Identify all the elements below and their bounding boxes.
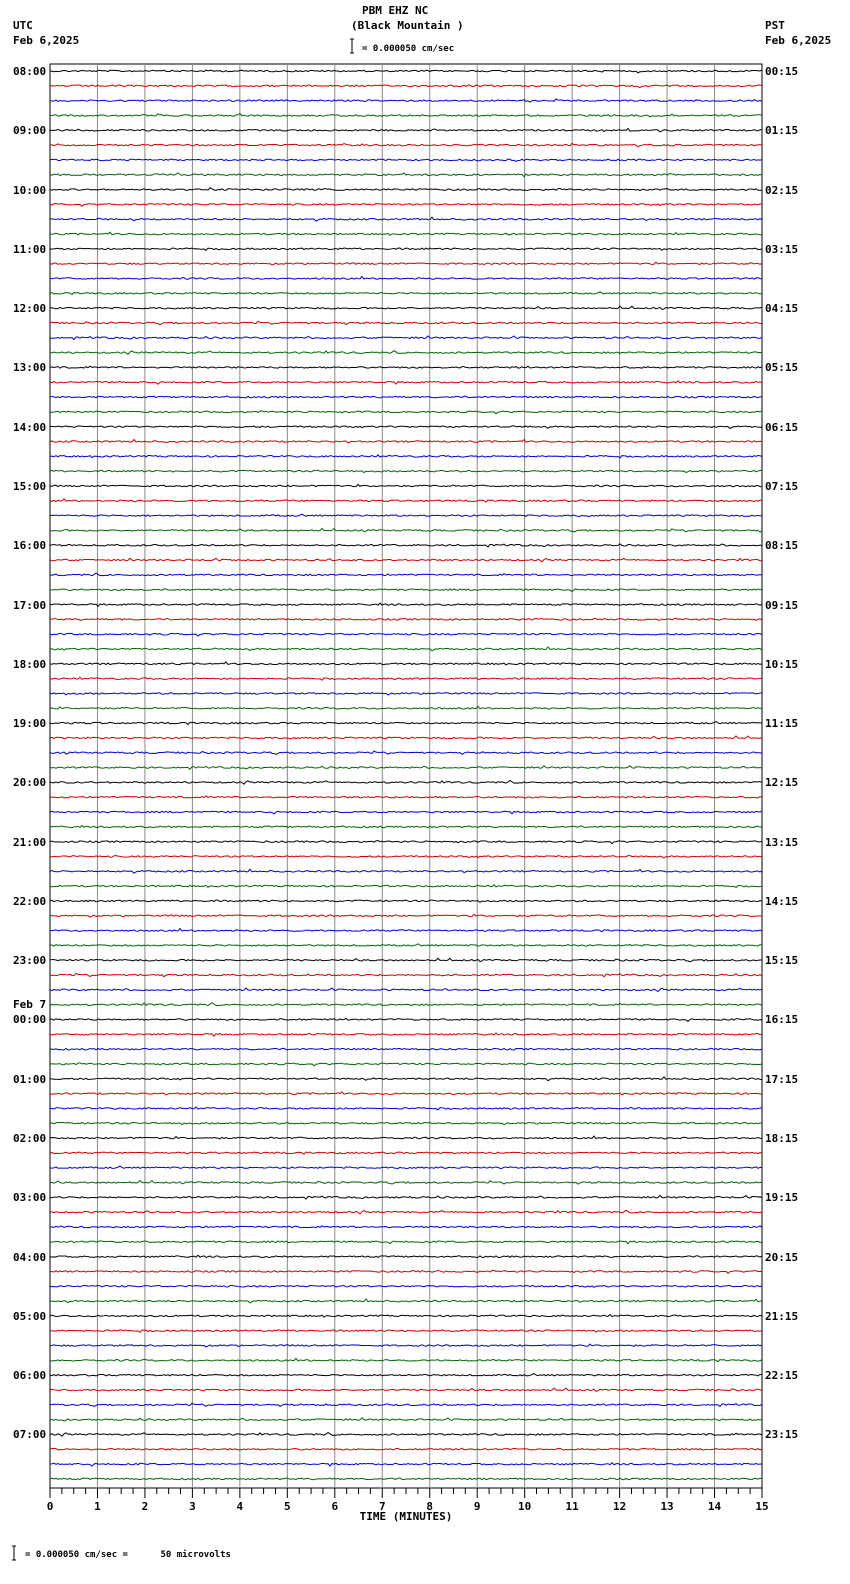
pst-hour-label: 02:15 [765, 183, 799, 197]
trace-line [50, 70, 762, 73]
trace-line [50, 751, 762, 754]
x-axis-label: TIME (MINUTES) [359, 1510, 453, 1523]
trace-line [50, 262, 762, 265]
trace-line [50, 662, 762, 665]
trace-line [50, 825, 762, 827]
pst-hour-label: 07:15 [765, 479, 799, 493]
utc-hour-label: 11:00 [13, 242, 47, 256]
trace-line [50, 736, 762, 739]
pst-hour-label: 00:15 [765, 65, 799, 78]
utc-hour-label: 18:00 [13, 657, 47, 671]
trace-line [50, 1241, 762, 1244]
trace-line [50, 129, 762, 132]
trace-line [50, 1077, 762, 1081]
trace-line [50, 722, 762, 725]
seismic-traces [50, 70, 762, 1480]
x-axis [47, 1488, 769, 1523]
pst-date-label: Feb 6,2025 [765, 34, 832, 47]
pst-hour-label: 17:15 [765, 1072, 799, 1086]
pst-hour-label: 03:15 [765, 242, 799, 256]
trace-line [50, 1107, 762, 1110]
x-tick-label: 15 [755, 1500, 769, 1513]
trace-line [50, 1433, 762, 1437]
trace-line [50, 1226, 762, 1228]
pst-hour-label: 09:15 [765, 598, 799, 612]
grid-lines [50, 64, 762, 1488]
x-tick-label: 14 [707, 1500, 722, 1513]
trace-line [50, 277, 762, 280]
trace-line [50, 204, 762, 207]
trace-line [50, 558, 762, 562]
station-location: (Black Mountain ) [351, 19, 464, 32]
trace-line [50, 1152, 762, 1154]
trace-line [50, 677, 762, 680]
utc-hour-label: 04:00 [13, 1250, 47, 1264]
pst-hour-label: 10:15 [765, 657, 799, 671]
trace-line [50, 411, 762, 414]
utc-hour-label: 01:00 [13, 1072, 47, 1086]
trace-line [50, 1358, 762, 1361]
utc-hour-label: 21:00 [13, 835, 47, 849]
trace-line [50, 366, 762, 368]
trace-line [50, 647, 762, 651]
pst-hour-label: 04:15 [765, 302, 799, 316]
trace-line [50, 1033, 762, 1036]
x-tick-label: 13 [660, 1500, 674, 1513]
pst-hour-label: 18:15 [765, 1132, 799, 1146]
trace-line [50, 1181, 762, 1185]
pst-hour-label: 08:15 [765, 539, 799, 553]
trace-line [50, 1063, 762, 1066]
scale-bar-icons [12, 39, 354, 1560]
trace-line [50, 1210, 762, 1214]
trace-line [50, 159, 762, 161]
trace-line [50, 780, 762, 784]
pst-hour-label: 16:15 [765, 1013, 799, 1027]
trace-line [50, 485, 762, 487]
trace-line [50, 1195, 762, 1199]
trace-line [50, 1463, 762, 1466]
x-tick-label: 7 [378, 1500, 386, 1513]
pst-hour-label: 11:15 [765, 717, 799, 731]
trace-line [50, 321, 762, 324]
trace-line [50, 1285, 762, 1287]
pst-hour-label: 12:15 [765, 776, 799, 790]
trace-line [50, 944, 762, 946]
trace-line [50, 1314, 762, 1317]
trace-line [50, 633, 762, 636]
utc-zone-label: UTC [13, 19, 33, 32]
utc-hour-label: 20:00 [13, 776, 47, 790]
trace-line [50, 99, 762, 102]
trace-line [50, 143, 762, 146]
x-tick-label: 10 [518, 1500, 532, 1513]
trace-line [50, 499, 762, 502]
utc-hour-label: 19:00 [13, 717, 47, 731]
x-tick-label: 4 [236, 1500, 244, 1513]
trace-line [50, 900, 762, 902]
trace-line [50, 841, 762, 844]
trace-line [50, 292, 762, 295]
trace-line [50, 1136, 762, 1139]
trace-line [50, 811, 762, 814]
trace-line [50, 885, 762, 888]
trace-line [50, 706, 762, 709]
pst-hour-label: 21:15 [765, 1309, 799, 1323]
trace-line [50, 232, 762, 235]
pst-hour-label: 13:15 [765, 835, 799, 849]
trace-line [50, 1255, 762, 1257]
trace-line [50, 1018, 762, 1021]
utc-hour-label: 02:00 [13, 1132, 47, 1146]
trace-line [50, 217, 762, 221]
trace-line [50, 1403, 762, 1406]
x-tick-label: 11 [565, 1500, 579, 1513]
footer-scale-text: = 0.000050 cm/sec = 50 microvolts [25, 1550, 231, 1560]
trace-line [50, 336, 762, 340]
trace-line [50, 1330, 762, 1332]
trace-line [50, 603, 762, 606]
utc-hour-label: 05:00 [13, 1309, 47, 1323]
trace-line [50, 958, 762, 962]
pst-hour-label: 01:15 [765, 124, 799, 138]
utc-hour-label: 17:00 [13, 598, 47, 612]
trace-line [50, 85, 762, 88]
pst-zone-label: PST [765, 19, 785, 32]
trace-line [50, 869, 762, 873]
trace-line [50, 113, 762, 116]
utc-hour-label: 07:00 [13, 1428, 47, 1442]
trace-line [50, 796, 762, 798]
x-tick-label: 2 [141, 1500, 149, 1513]
trace-line [50, 1418, 762, 1421]
x-tick-label: 0 [46, 1500, 54, 1513]
utc-hour-label: 10:00 [13, 183, 47, 197]
utc-hour-label: 12:00 [13, 302, 47, 316]
trace-line [50, 528, 762, 532]
utc-hour-label: 08:00 [13, 65, 47, 78]
trace-line [50, 766, 762, 770]
trace-line [50, 929, 762, 932]
x-tick-label: 8 [426, 1500, 434, 1513]
pst-hour-label: 06:15 [765, 420, 799, 434]
trace-line [50, 1003, 762, 1006]
utc-hour-label: 16:00 [13, 539, 47, 553]
trace-line [50, 1048, 762, 1050]
pst-hour-label: 23:15 [765, 1428, 799, 1442]
trace-line [50, 440, 762, 443]
x-tick-label: 5 [284, 1500, 291, 1513]
trace-line [50, 1122, 762, 1124]
x-tick-label: 9 [473, 1500, 481, 1513]
x-tick-label: 1 [94, 1500, 101, 1513]
utc-hour-label: 00:00 [13, 1013, 47, 1027]
trace-line [50, 589, 762, 592]
trace-line [50, 514, 762, 516]
trace-line [50, 1299, 762, 1303]
trace-line [50, 306, 762, 309]
trace-line [50, 470, 762, 472]
trace-line [50, 1092, 762, 1095]
utc-date-label: Feb 6,2025 [13, 34, 80, 47]
trace-line [50, 573, 762, 576]
utc-hour-label: 14:00 [13, 420, 47, 434]
trace-line [50, 973, 762, 976]
trace-line [50, 381, 762, 384]
x-tick-label: 6 [331, 1500, 339, 1513]
trace-line [50, 173, 762, 177]
trace-line [50, 1388, 762, 1391]
trace-line [50, 1344, 762, 1347]
utc-hour-label: 03:00 [13, 1191, 47, 1205]
trace-line [50, 1270, 762, 1273]
utc-hour-label: 23:00 [13, 954, 47, 968]
trace-line [50, 914, 762, 917]
pst-hour-label: 15:15 [765, 954, 799, 968]
plot-frame [50, 64, 762, 1488]
trace-line [50, 188, 762, 191]
pst-hour-label: 22:15 [765, 1369, 799, 1383]
pst-hour-label: 05:15 [765, 361, 799, 375]
pst-hour-label: 20:15 [765, 1250, 799, 1264]
trace-line [50, 856, 762, 858]
trace-line [50, 618, 762, 620]
pst-hour-label: 19:15 [765, 1191, 799, 1205]
trace-line [50, 544, 762, 547]
pst-hour-label: 14:15 [765, 894, 799, 908]
trace-line [50, 693, 762, 695]
trace-line [50, 1166, 762, 1168]
utc-hour-label: 22:00 [13, 894, 47, 908]
utc-hour-label: 13:00 [13, 361, 47, 375]
trace-line [50, 248, 762, 250]
trace-line [50, 351, 762, 355]
trace-line [50, 1478, 762, 1480]
trace-line [50, 1448, 762, 1450]
utc-day-change-label: Feb 7 [13, 998, 47, 1012]
trace-line [50, 988, 762, 992]
utc-hour-label: 09:00 [13, 124, 47, 138]
x-tick-label: 12 [612, 1500, 627, 1513]
x-tick-label: 3 [189, 1500, 196, 1513]
trace-line [50, 426, 762, 429]
trace-line [50, 455, 762, 458]
scale-text: = 0.000050 cm/sec [362, 44, 455, 54]
utc-hour-label: 06:00 [13, 1369, 47, 1383]
utc-hour-label: 15:00 [13, 479, 47, 493]
trace-line [50, 1374, 762, 1376]
trace-line [50, 396, 762, 398]
station-title: PBM EHZ NC [362, 4, 429, 17]
